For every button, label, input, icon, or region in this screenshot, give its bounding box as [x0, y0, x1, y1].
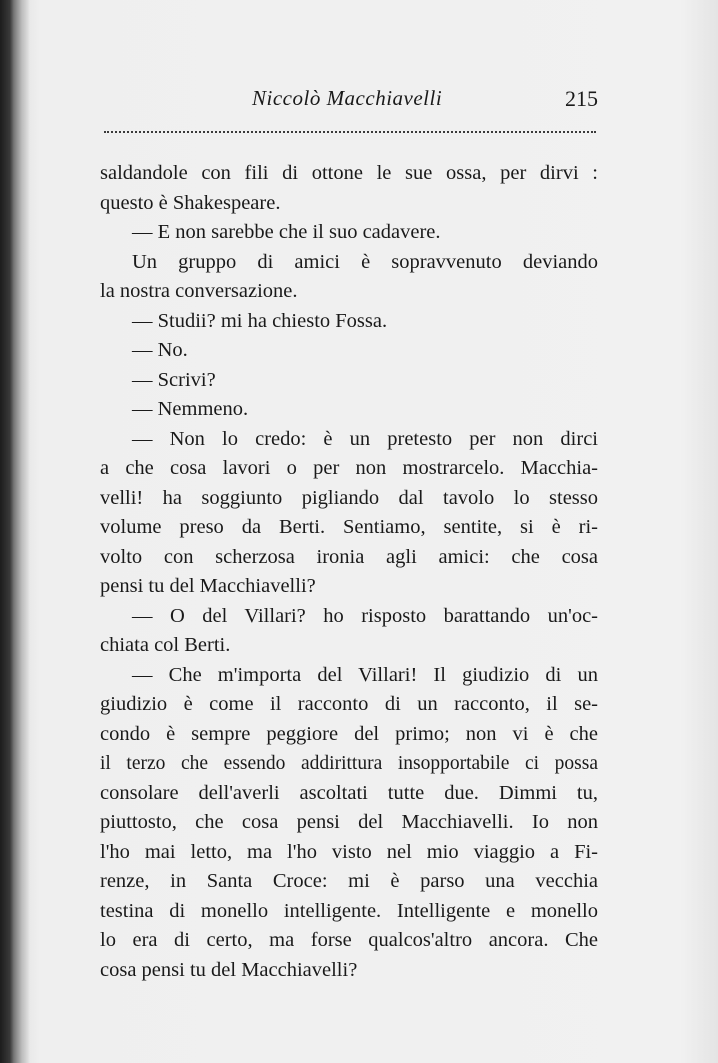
text-line: giudizio è come il racconto di un racconto, il se-	[100, 693, 598, 715]
text-line: testina di monello intelligente. Intelligente e monello	[100, 899, 598, 922]
text-line: consolare dell'averli ascoltati tutte due. Dimmi tu,	[100, 781, 598, 804]
text-line: l'ho mai letto, ma l'ho visto nel mio viaggio a Fi-	[100, 840, 598, 863]
text-line: condo è sempre peggiore del primo; non vi è che	[100, 722, 598, 745]
text-line: — Che m'importa del Villari! Il giudizio di un	[132, 663, 598, 686]
page-number: 215	[565, 86, 598, 111]
text-line: a che cosa lavori o per non mostrarcelo. Macchia-	[100, 457, 598, 479]
text-line: — Scrivi?	[132, 368, 216, 391]
text-line: chiata col Berti.	[100, 634, 231, 656]
text-line: la nostra conversazione.	[100, 280, 298, 302]
text-line: — Studii? mi ha chiesto Fossa.	[132, 309, 388, 332]
text-line: piuttosto, che cosa pensi del Macchiavelli. Io non	[100, 811, 598, 833]
text-line: — Nemmeno.	[132, 398, 249, 420]
text-line: volume preso da Berti. Sentiamo, sentite, si è ri-	[100, 516, 598, 538]
running-head: Niccolò Macchiavelli	[252, 86, 443, 110]
text-line: — No.	[132, 339, 188, 361]
text-line: Un gruppo di amici è sopravvenuto deviando	[132, 250, 598, 273]
header-dotted-rule	[104, 131, 596, 133]
text-line: cosa pensi tu del Macchiavelli?	[100, 958, 358, 981]
text-line: questo è Shakespeare.	[100, 191, 281, 214]
book-spine-shadow	[0, 0, 30, 1063]
text-line: lo era di certo, ma forse qualcos'altro ancora. Che	[100, 929, 598, 951]
text-line: saldandole con fili di ottone le sue ossa, per dirvi :	[100, 162, 598, 184]
page-header	[100, 86, 600, 122]
text-line: — E non sarebbe che il suo cadavere.	[132, 221, 441, 243]
text-line: renze, in Santa Croce: mi è parso una vecchia	[100, 870, 598, 892]
text-line: pensi tu del Macchiavelli?	[100, 575, 316, 597]
text-line: — O del Villari? ho risposto barattando un'oc-	[132, 604, 598, 627]
body-text	[100, 159, 598, 985]
text-line: volto con scherzosa ironia agli amici: che cosa	[100, 545, 598, 568]
text-line: velli! ha soggiunto pigliando dal tavolo lo stesso	[100, 486, 598, 509]
text-line: — Non lo credo: è un pretesto per non dirci	[132, 427, 598, 450]
text-line: il terzo che essendo addirittura insopportabile ci possa	[100, 753, 598, 774]
